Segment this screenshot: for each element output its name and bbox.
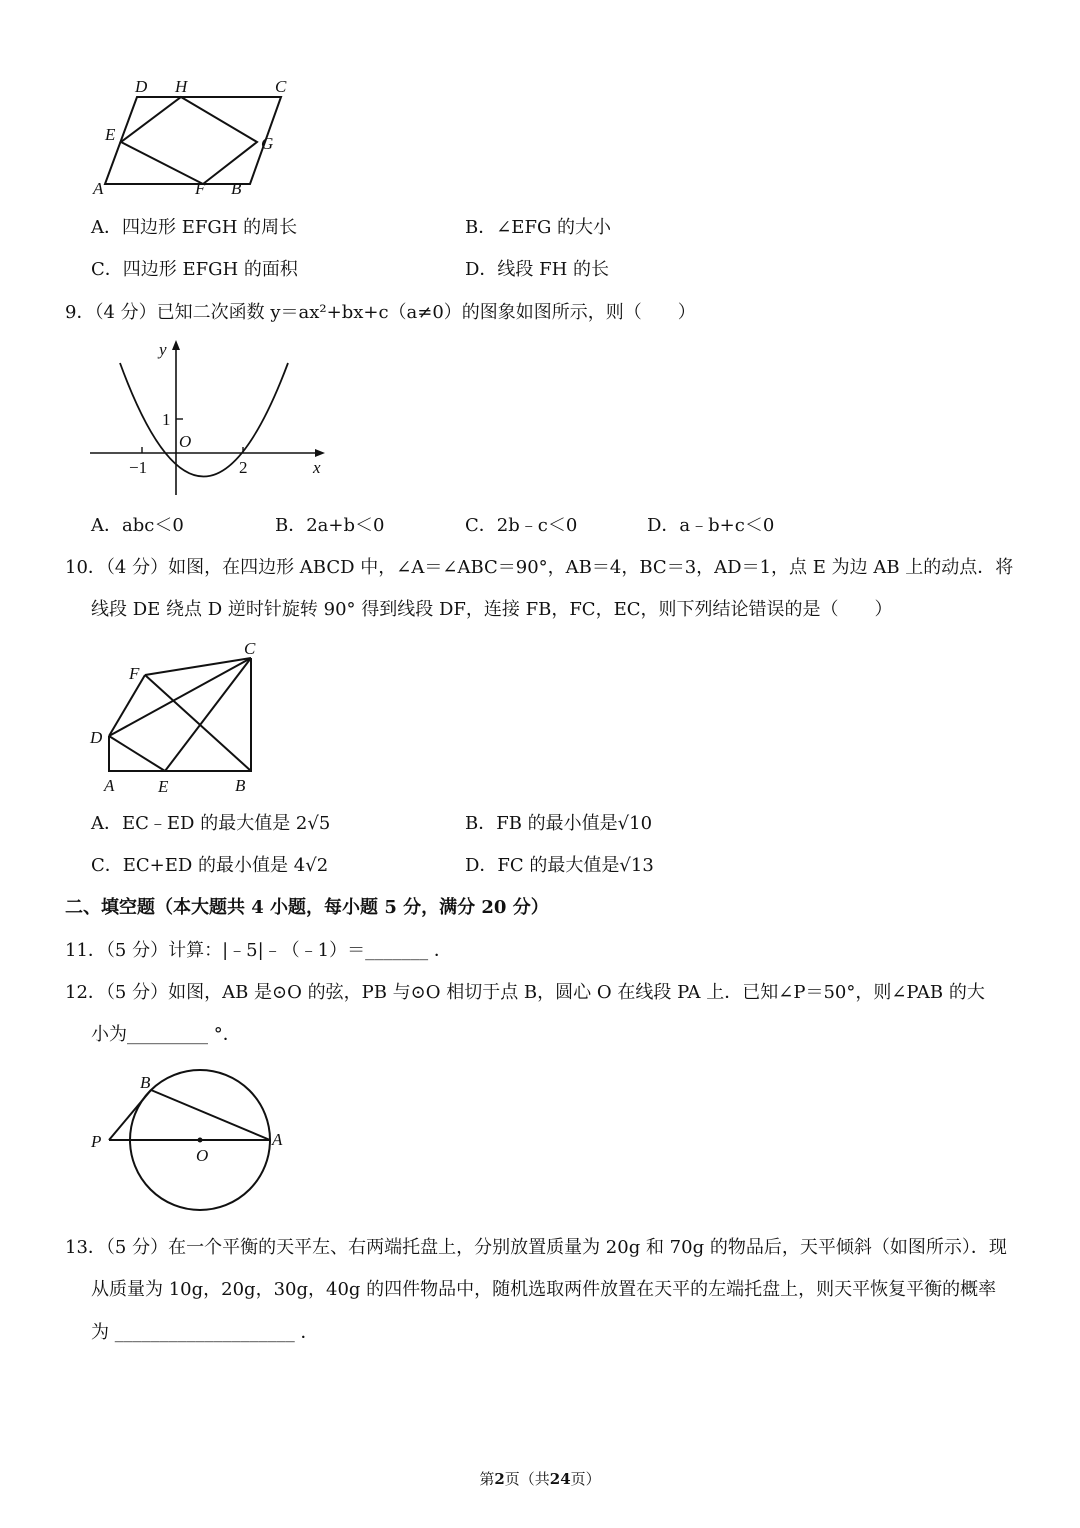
q8-parallelogram-figure [85,70,295,200]
q10-label-A: A [104,776,115,795]
q8-label-F: F [195,179,206,198]
q9-parabola-figure [85,335,335,500]
section-heading: 二、填空题（本大题共 4 小题，每小题 5 分，满分 20 分） [65,897,549,918]
q9-stem: 9．（4 分）已知二次函数 y＝ax²+bx+c（a≠0）的图象如图所示，则（ ） [65,302,696,323]
q10-stem-line1: 10．（4 分）如图，在四边形 ABCD 中，∠A＝∠ABC＝90°，AB＝4，BC＝3，AD＝1，点 E 为边 AB 上的动点．将 [65,557,1014,578]
footer-total-pages: 24 [549,1470,571,1488]
q12-label-P: P [91,1132,102,1151]
footer-middle: 页（共 [504,1470,550,1488]
q12-label-B: B [140,1073,151,1092]
q10-option-a: A．EC﹣ED 的最大值是 2√5 [91,813,331,834]
q8-option-b: B．∠EFG 的大小 [465,217,612,238]
q8-label-B: B [231,179,242,198]
q9-label-two: 2 [239,458,248,477]
q10-quadrilateral-figure [85,635,285,805]
q8-label-G: G [261,134,274,153]
q9-option-a: A．abc＜0 [91,515,184,536]
q10-label-B: B [235,776,246,795]
q11-text: 11．（5 分）计算：|﹣5|﹣（﹣1）＝_______ ． [65,940,452,961]
q8-label-A: A [93,179,104,198]
q9-label-one: 1 [162,410,171,429]
q9-option-b: B．2a+b＜0 [275,515,385,536]
q12-line1: 12．（5 分）如图，AB 是⊙O 的弦，PB 与⊙O 相切于点 B，圆心 O 在线段 PA 上．已知∠P＝50°，则∠PAB 的大 [65,982,985,1003]
q9-label-origin: O [179,432,192,451]
q10-option-d: D．FC 的最大值是√13 [465,855,654,876]
q12-circle-figure [85,1065,300,1215]
q8-option-c: C．四边形 EFGH 的面积 [91,259,298,280]
footer-page-number: 2 [494,1470,505,1488]
q12-label-O: O [196,1146,209,1165]
q10-stem-line2: 线段 DE 绕点 D 逆时针旋转 90° 得到线段 DF，连接 FB，FC，EC，则下列结论错误的是（ ） [91,599,893,620]
page-footer [0,1468,1080,1489]
q10-label-C: C [244,639,256,658]
q13-line1: 13．（5 分）在一个平衡的天平左、右两端托盘上，分别放置质量为 20g 和 70g 的物品后，天平倾斜（如图所示）．现 [65,1237,1007,1258]
q12-label-A: A [272,1130,283,1149]
q8-label-E: E [105,125,116,144]
q9-option-d: D．a﹣b+c＜0 [647,515,775,536]
q10-label-D: D [90,728,103,747]
q9-label-neg-one: −1 [129,458,148,477]
q10-option-b: B．FB 的最小值是√10 [465,813,653,834]
footer-suffix: 页） [570,1470,601,1488]
q13-line2: 从质量为 10g，20g，30g，40g 的四件物品中，随机选取两件放置在天平的左端托盘上，则天平恢复平衡的概率 [91,1279,997,1300]
q9-option-c: C．2b﹣c＜0 [465,515,578,536]
footer-prefix: 第 [479,1470,495,1488]
q8-option-a: A．四边形 EFGH 的周长 [91,217,298,238]
q10-label-E: E [158,777,169,796]
q10-label-F: F [129,664,140,683]
q8-label-C: C [275,77,287,96]
q8-option-d: D．线段 FH 的长 [465,259,610,280]
q8-label-D: D [135,77,148,96]
q12-line2: 小为_________ °． [91,1024,241,1045]
q10-option-c: C．EC+ED 的最小值是 4√2 [91,855,329,876]
q8-label-H: H [175,77,188,96]
q13-line3: 为 ____________________ ． [91,1322,319,1343]
q9-label-y: y [159,340,167,359]
q9-label-x: x [313,458,321,477]
